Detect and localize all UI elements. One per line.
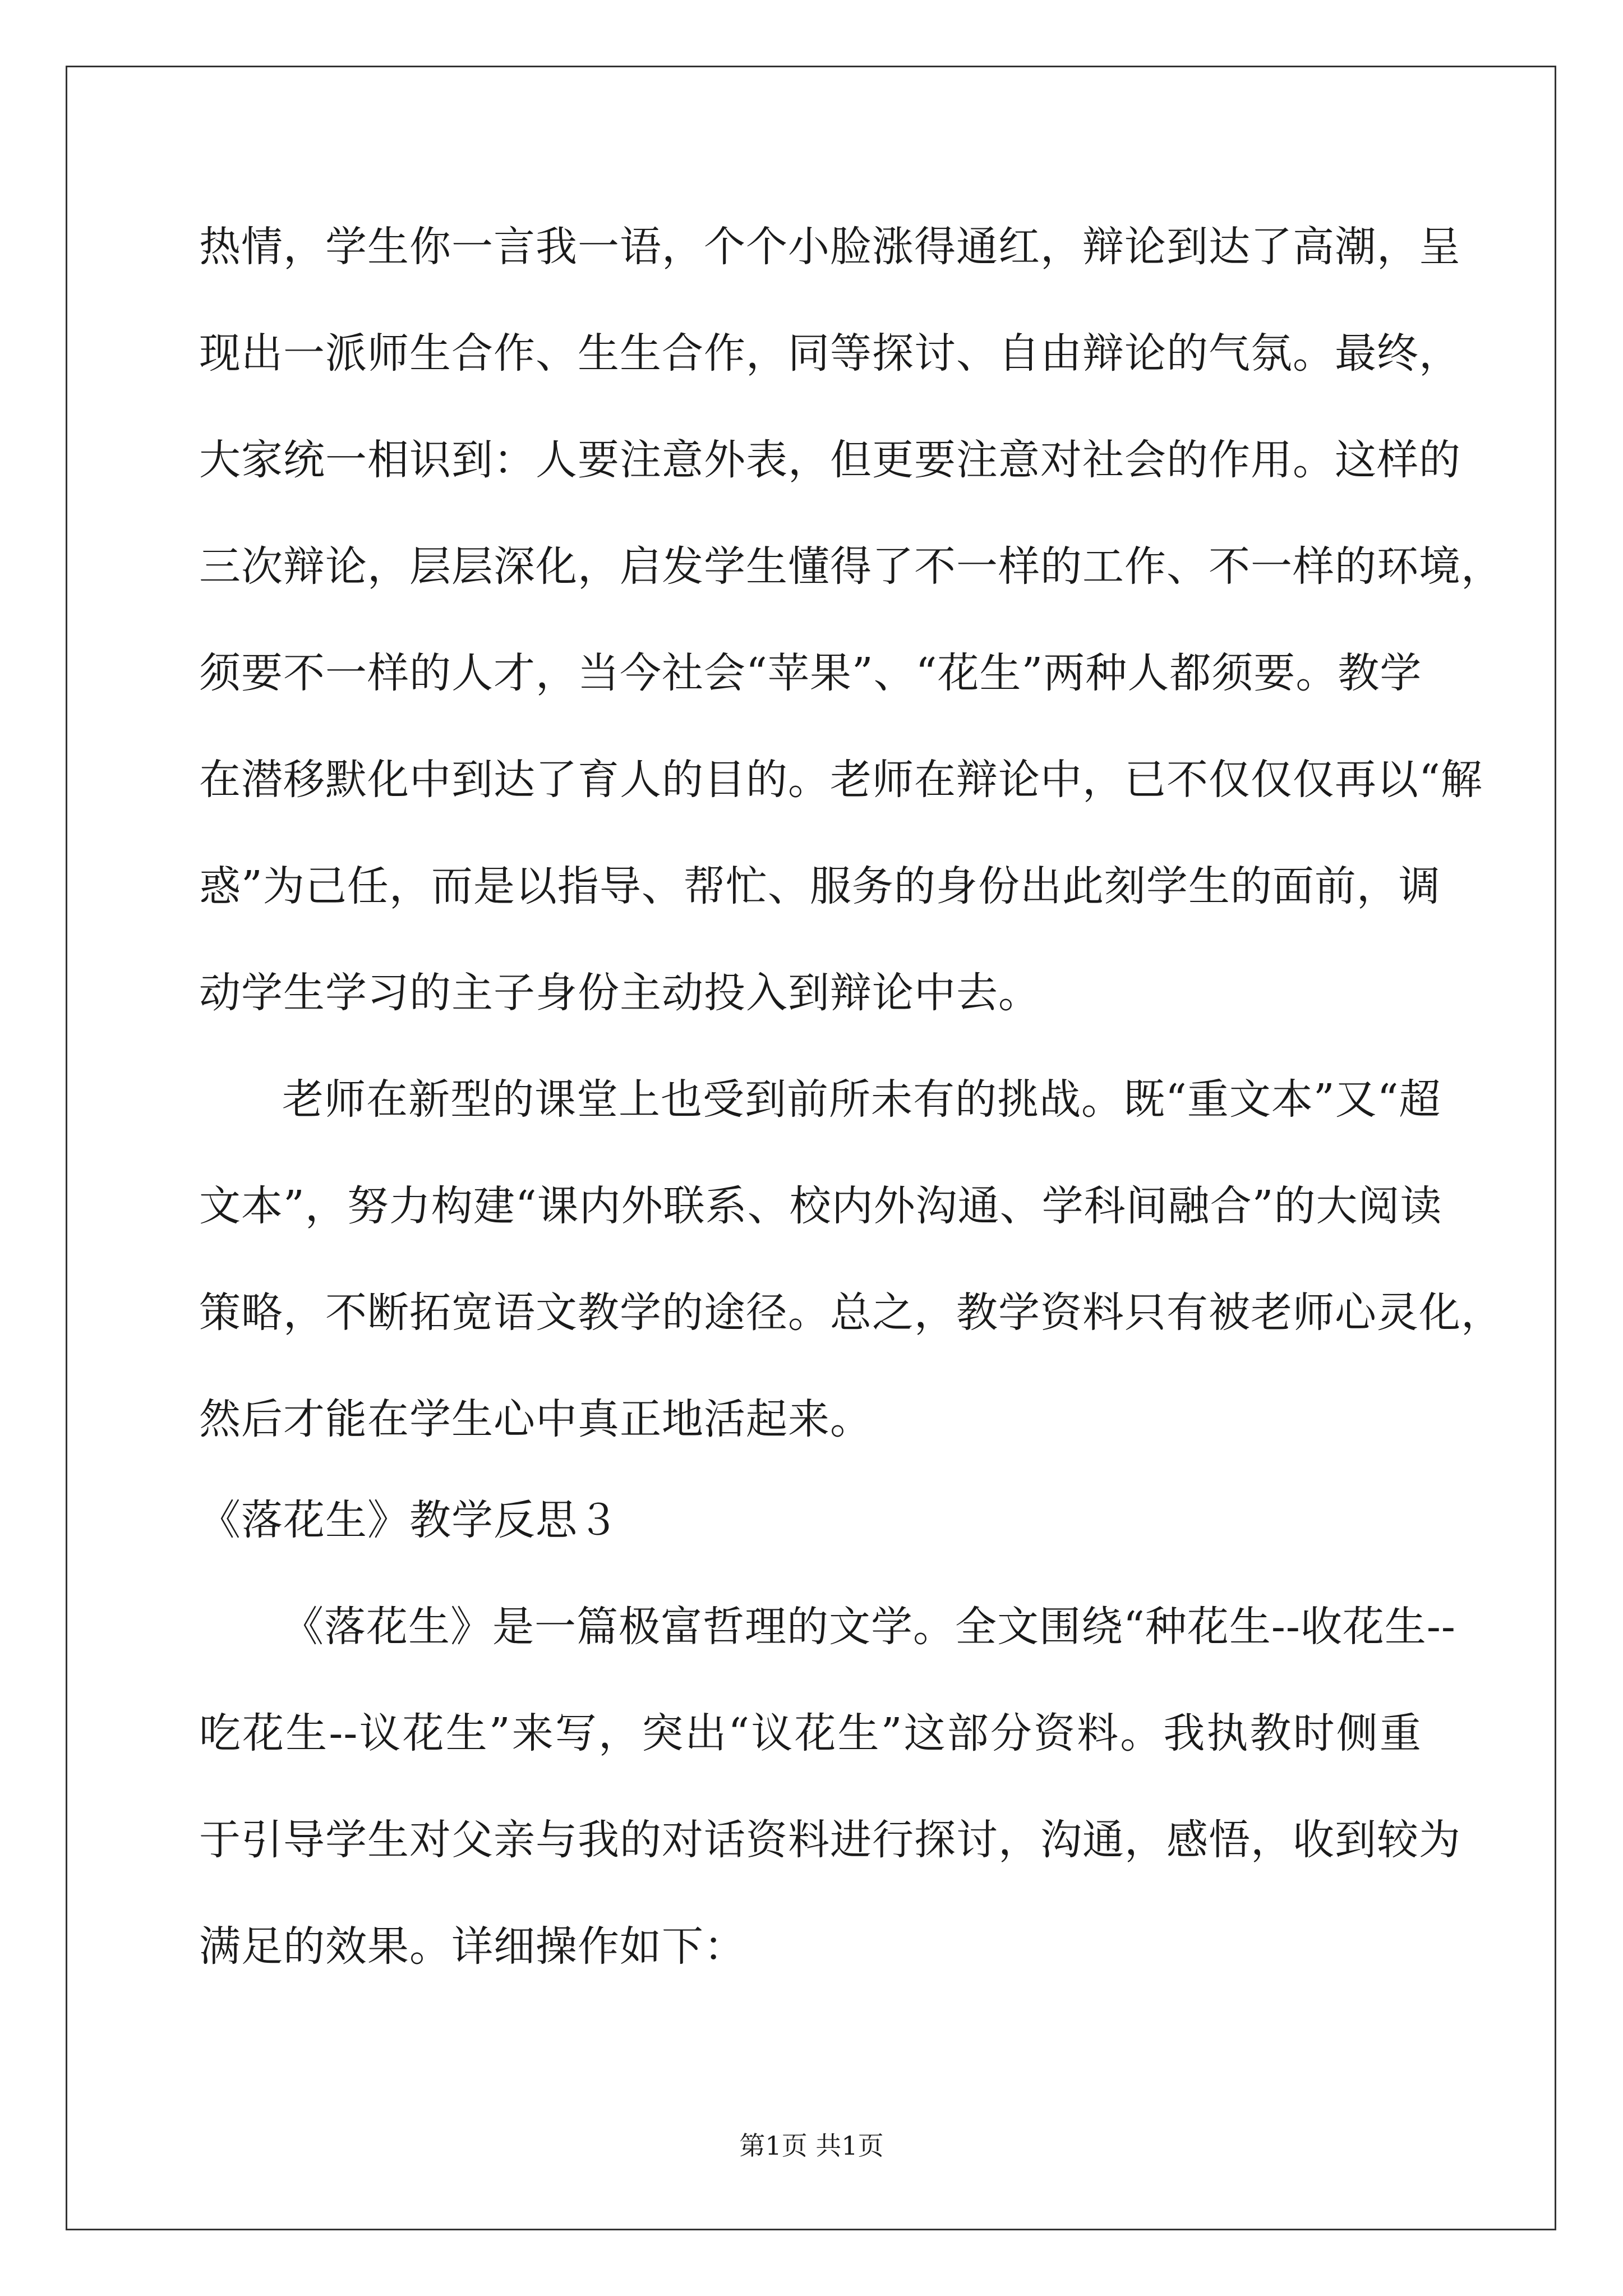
paragraph-line: 策略，不断拓宽语文教学的途径。总之，教学资料只有被老师心灵化，	[199, 1289, 1503, 1337]
page-footer: 第1页 共1页	[739, 2131, 884, 2161]
paragraph-line: 大家统一相识到：人要注意外表，但更要注意对社会的作用。这样的	[199, 436, 1461, 484]
paragraph-line: 于引导学生对父亲与我的对话资料进行探讨，沟通，感悟，收到较为	[199, 1816, 1461, 1864]
paragraph-line: 文本”，努力构建“课内外联系、校内外沟通、学科间融合”的大阅读	[199, 1182, 1442, 1230]
paragraph-line: 然后才能在学生心中真正地活起来。	[199, 1395, 872, 1443]
paragraph-line: 满足的效果。详细操作如下：	[199, 1922, 746, 1971]
paragraph-line: 须要不一样的人才，当今社会“苹果”、“花生”两种人都须要。教学	[199, 649, 1422, 697]
paragraph-line: 惑”为己任，而是以指导、帮忙、服务的身份出此刻学生的面前，调	[199, 862, 1441, 910]
paragraph-line: 吃花生--议花生”来写，突出“议花生”这部分资料。我执教时侧重	[199, 1709, 1422, 1757]
paragraph-line: 《落花生》是一篇极富哲理的文学。全文围绕“种花生--收花生--	[282, 1603, 1456, 1651]
paragraph-line: 老师在新型的课堂上也受到前所未有的挑战。既“重文本”又“超	[282, 1075, 1441, 1124]
paragraph-line: 现出一派师生合作、生生合作，同等探讨、自由辩论的气氛。最终，	[199, 329, 1461, 378]
paragraph-line: 三次辩论，层层深化，启发学生懂得了不一样的工作、不一样的环境，	[199, 542, 1503, 591]
section-heading: 《落花生》教学反思３	[199, 1496, 620, 1544]
paragraph-line: 在潜移默化中到达了育人的目的。老师在辩论中，已不仅仅仅再以“解	[199, 756, 1483, 804]
paragraph-line: 动学生学习的主子身份主动投入到辩论中去。	[199, 969, 1040, 1017]
paragraph-line: 热情，学生你一言我一语，个个小脸涨得通红，辩论到达了高潮，呈	[199, 223, 1461, 271]
page-border	[66, 66, 1556, 2230]
